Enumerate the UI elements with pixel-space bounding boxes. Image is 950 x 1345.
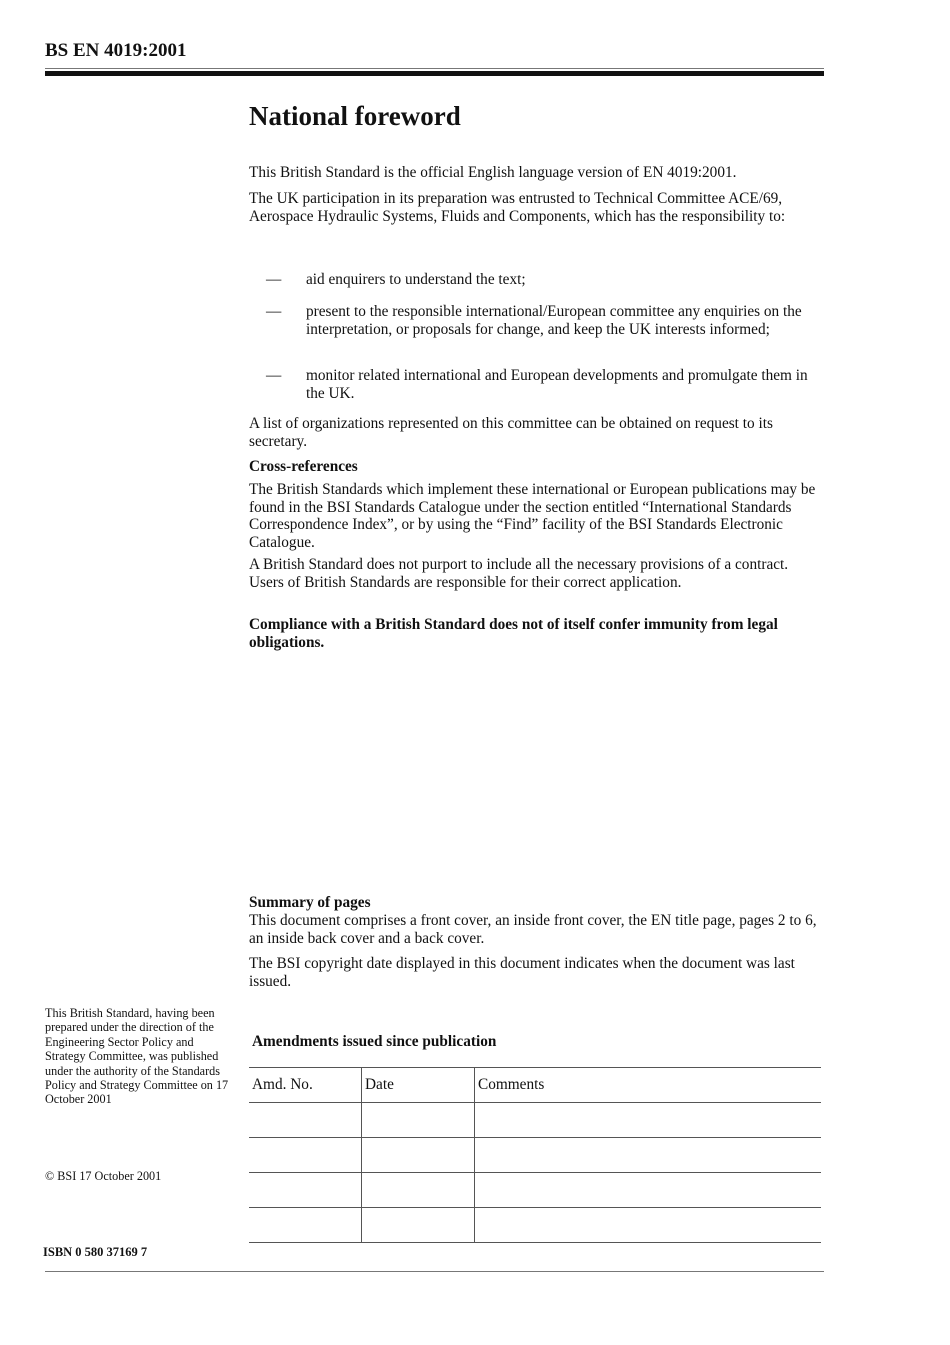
cross-references-heading: Cross-references (249, 458, 358, 475)
table-cell (475, 1103, 822, 1138)
table-cell (475, 1173, 822, 1208)
intro-paragraph-2: The UK participation in its preparation was entrusted to Technical Committee ACE/69, Aerospace Hydraulic Systems, Fluids and Components, which has the responsibility to: (249, 190, 786, 225)
compliance-statement: Compliance with a British Standard does not of itself confer immunity from legal obligations. (249, 616, 778, 651)
page-title: National foreword (249, 101, 461, 131)
copyright-date-paragraph: The BSI copyright date displayed in this document indicates when the document was last issued. (249, 955, 795, 990)
dash-bullet: — (266, 303, 282, 320)
table-row (249, 1208, 821, 1243)
summary-paragraph: This document comprises a front cover, an inside front cover, the EN title page, pages 2 to 6, an inside back cover and a back cover. (249, 912, 817, 947)
column-header-amd-no: Amd. No. (249, 1068, 362, 1103)
copyright-notice: © BSI 17 October 2001 (45, 1169, 162, 1183)
dash-bullet: — (266, 271, 282, 288)
table-cell (249, 1208, 362, 1243)
document-code: BS EN 4019:2001 (45, 40, 187, 61)
header-rule-thick (45, 71, 824, 76)
dash-bullet: — (266, 367, 282, 384)
table-header-row (249, 1068, 821, 1103)
organizations-paragraph: A list of organizations represented on this committee can be obtained on request to its secretary. (249, 415, 773, 450)
table-row (249, 1138, 821, 1173)
table-cell (249, 1173, 362, 1208)
table-cell (362, 1173, 475, 1208)
amendments-heading: Amendments issued since publication (252, 1033, 497, 1050)
table-cell (249, 1138, 362, 1173)
isbn-number: ISBN 0 580 37169 7 (43, 1245, 148, 1259)
table-cell (475, 1208, 822, 1243)
cross-references-paragraph: The British Standards which implement these international or European publications may be found in the BSI Standards Catalogue under the section entitled “International Standards Correspondence Index”, or by using the “Find” facility of the BSI Standards Electronic Catalogue. (249, 481, 816, 551)
list-item-text: aid enquirers to understand the text; (306, 271, 526, 288)
provisions-paragraph: A British Standard does not purport to include all the necessary provisions of a contract. Users of British Standards are responsible for their correct application. (249, 556, 789, 591)
approval-note: This British Standard, having been prepared under the direction of the Engineering Sector Policy and Strategy Committee, was published under the authority of the Standards Policy and Strategy Committee on 17 October 2001 (45, 1006, 229, 1107)
summary-heading: Summary of pages (249, 894, 371, 911)
list-item-text: present to the responsible international/European committee any enquiries on the interpretation, or proposals for change, and keep the UK interests informed; (306, 303, 802, 338)
table-row (249, 1103, 821, 1138)
intro-paragraph-1: This British Standard is the official English language version of EN 4019:2001. (249, 164, 737, 181)
amendments-table (249, 1067, 821, 1243)
table-row (249, 1173, 821, 1208)
list-item-text: monitor related international and European developments and promulgate them in the UK. (306, 367, 808, 402)
table-cell (362, 1103, 475, 1138)
column-header-date: Date (362, 1068, 475, 1103)
header-rule-thin (45, 68, 824, 69)
table-cell (249, 1103, 362, 1138)
table-cell (362, 1208, 475, 1243)
table-cell (362, 1138, 475, 1173)
column-header-comments: Comments (475, 1068, 822, 1103)
table-cell (475, 1138, 822, 1173)
footer-rule (45, 1271, 824, 1272)
